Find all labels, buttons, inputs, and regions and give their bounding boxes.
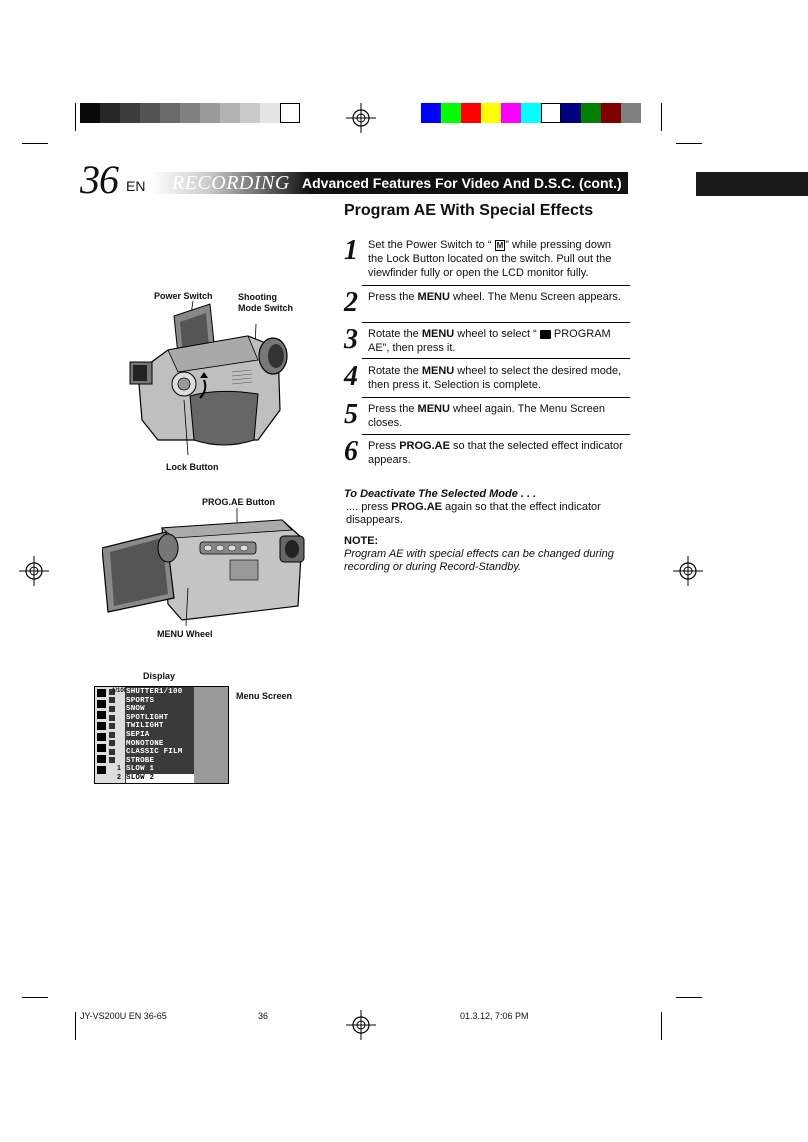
footer-page-number: 36 <box>258 1011 269 1021</box>
section-name: RECORDING <box>172 172 290 194</box>
deactivate-text: .... press PROG.AE again so that the effect indicator disappears. <box>346 501 601 526</box>
camcorder-illustration-bottom <box>102 508 312 628</box>
step-divider <box>362 322 630 323</box>
mode-icon-column <box>95 687 128 783</box>
step-divider <box>362 397 630 398</box>
menu-item[interactable]: MONOTONE <box>126 739 164 748</box>
crop-mark <box>676 997 702 998</box>
step-number: 3 <box>344 324 358 355</box>
menu-item[interactable]: CLASSIC FILM <box>126 748 183 757</box>
menu-items-list <box>126 688 194 783</box>
shooting-mode-label: Shooting Mode Switch <box>238 292 294 313</box>
color-swatch <box>521 103 541 123</box>
camcorder-illustration-top <box>128 300 298 460</box>
color-swatch <box>240 103 260 123</box>
color-swatch <box>481 103 501 123</box>
step-number: 5 <box>344 399 358 430</box>
step-number: 6 <box>344 436 358 467</box>
color-swatch <box>220 103 240 123</box>
menu-item[interactable]: SHUTTER1/100 <box>126 688 183 696</box>
color-swatch <box>100 103 120 123</box>
step-divider <box>362 434 630 435</box>
page-number: 36 <box>80 157 118 202</box>
step-text: Press the MENU wheel. The Menu Screen appears. <box>368 291 621 303</box>
crop-mark <box>75 103 76 131</box>
color-swatch <box>561 103 581 123</box>
step-text: Press the MENU wheel again. The Menu Screen closes. <box>368 403 606 429</box>
color-swatch <box>140 103 160 123</box>
step-text: Set the Power Switch to “ M ” while pressing down the Lock Button located on the switch. Pull out the viewfinder fully or open the LCD monitor fully. <box>368 239 612 279</box>
crop-mark <box>661 103 662 131</box>
footer-timestamp: 01.3.12, 7:06 PM <box>460 1011 529 1021</box>
color-swatch <box>601 103 621 123</box>
display-label: Display <box>143 671 176 681</box>
color-swatch <box>280 103 300 123</box>
color-swatch <box>160 103 180 123</box>
menu-item[interactable]: SPOTLIGHT <box>126 713 169 722</box>
registration-mark-icon <box>346 1010 376 1040</box>
lock-button-label: Lock Button <box>166 462 219 472</box>
color-swatch <box>80 103 100 123</box>
prog-ae-button-label: PROG.AE Button <box>202 497 275 507</box>
registration-mark-icon <box>19 556 49 586</box>
note-text: Program AE with special effects can be changed during recording or during Record-Standby. <box>344 548 614 573</box>
manual-mode-icon: M <box>496 241 504 250</box>
menu-side-panel <box>194 687 228 783</box>
language-code: EN <box>126 178 146 194</box>
step-text: Rotate the MENU wheel to select “ PROGRAM AE”, then press it. <box>368 328 611 354</box>
color-swatch <box>120 103 140 123</box>
color-swatch <box>501 103 521 123</box>
gray-calibration-strip <box>80 103 300 123</box>
crop-mark <box>676 143 702 144</box>
menu-icon-label-shutter: 1/100 <box>112 688 128 694</box>
color-swatch <box>621 103 641 123</box>
menu-item[interactable]: STROBE <box>126 756 155 765</box>
step-divider <box>362 358 630 359</box>
program-ae-icon <box>540 330 551 339</box>
crop-mark <box>75 1012 76 1040</box>
footer-file-id: JY-VS200U EN 36-65 <box>80 1011 167 1021</box>
crop-mark <box>661 1012 662 1040</box>
deactivate-title: To Deactivate The Selected Mode . . . <box>344 488 537 500</box>
color-calibration-strip <box>421 103 641 123</box>
menu-item[interactable]: SLOW 1 <box>126 765 155 774</box>
color-swatch <box>441 103 461 123</box>
menu-item[interactable]: SEPIA <box>126 730 150 739</box>
menu-icon-label-slow1: 1 <box>117 765 121 772</box>
step-number: 1 <box>344 235 358 266</box>
menu-item-selected[interactable]: SLOW 2 <box>126 774 194 783</box>
step-text: Rotate the MENU wheel to select the desired mode, then press it. Selection is complete. <box>368 365 622 391</box>
power-switch-label: Power Switch <box>154 291 213 301</box>
note-title: NOTE: <box>344 535 379 547</box>
registration-mark-icon <box>673 556 703 586</box>
color-swatch <box>260 103 280 123</box>
color-swatch <box>421 103 441 123</box>
step-number: 2 <box>344 287 358 318</box>
crop-mark <box>22 997 48 998</box>
color-swatch <box>541 103 561 123</box>
step-text: Press PROG.AE so that the selected effect indicator appears. <box>368 440 623 466</box>
registration-mark-icon <box>346 103 376 133</box>
thumb-tab <box>696 172 808 196</box>
menu-item[interactable]: SNOW <box>126 705 145 714</box>
step-divider <box>362 285 630 286</box>
color-swatch <box>200 103 220 123</box>
menu-screen-label: Menu Screen <box>236 691 293 701</box>
color-swatch <box>180 103 200 123</box>
menu-screen-display <box>94 686 229 784</box>
menu-item[interactable]: TWILIGHT <box>126 722 164 731</box>
menu-wheel-label: MENU Wheel <box>157 629 213 639</box>
menu-item[interactable]: SPORTS <box>126 696 155 705</box>
crop-mark <box>22 143 48 144</box>
color-swatch <box>461 103 481 123</box>
page-title: Advanced Features For Video And D.S.C. (cont.) <box>302 175 622 191</box>
color-swatch <box>581 103 601 123</box>
menu-icon-label-slow2: 2 <box>117 774 121 781</box>
step-number: 4 <box>344 361 358 392</box>
section-title: Program AE With Special Effects <box>344 202 594 219</box>
